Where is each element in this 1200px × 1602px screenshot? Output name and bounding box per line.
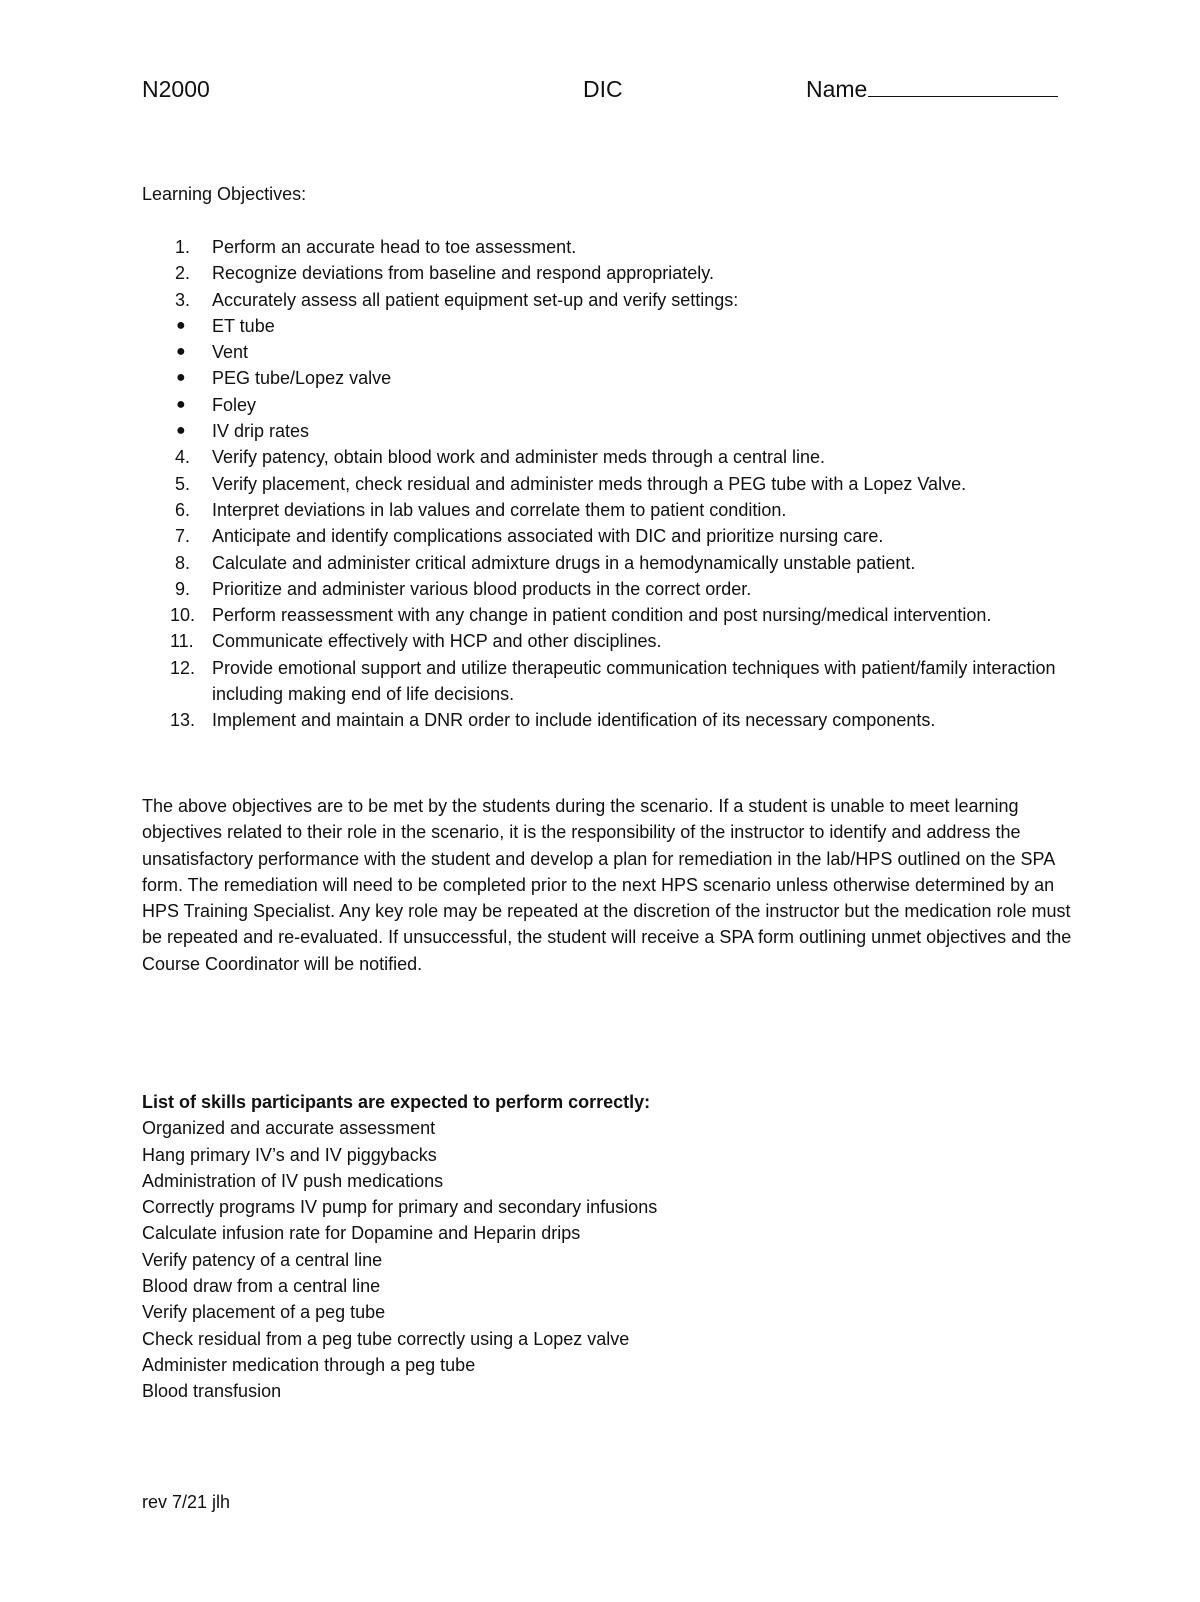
objective-number: 6. [175,499,191,520]
bullet-icon: ● [176,395,186,413]
equipment-text: PEG tube/Lopez valve [212,368,392,389]
skill-item: Calculate infusion rate for Dopamine and Heparin drips [142,1223,581,1244]
objective-item [142,497,1072,523]
objective-number: 2. [175,263,191,284]
objective-number: 7. [175,526,191,547]
bullet-icon: ● [176,422,186,440]
equipment-item [142,339,1072,365]
objective-item [142,707,1072,733]
bullet-icon: ● [176,343,186,361]
objective-item [142,260,1072,286]
objective-item [142,628,1072,654]
equipment-text: IV drip rates [212,421,310,442]
skill-item: Verify placement of a peg tube [142,1302,386,1323]
skill-item: Blood transfusion [142,1381,282,1402]
objective-item [142,287,1072,313]
objective-number: 5. [175,473,191,494]
bullet-icon: ● [176,369,186,387]
objective-text: Prioritize and administer various blood products in the correct order. [212,578,752,599]
objective-text: Implement and maintain a DNR order to include identification of its necessary components. [212,710,936,731]
objective-item [142,523,1072,549]
skills-section [142,1089,1072,1405]
objective-text: Provide emotional support and utilize therapeutic communication techniques with patient/family interaction including making end of life decisions. [212,657,1056,705]
skill-item: Hang primary IV’s and IV piggybacks [142,1144,437,1165]
skills-heading: List of skills participants are expected to perform correctly: [142,1092,651,1112]
objective-number: 8. [175,552,191,573]
skill-item: Administration of IV push medications [142,1170,444,1191]
name-field [806,74,1058,104]
equipment-text: ET tube [212,315,275,336]
objective-item [142,234,1072,260]
objective-item [142,471,1072,497]
objective-text: Perform an accurate head to toe assessment. [212,237,577,257]
objective-item [142,576,1072,602]
skill-item: Verify patency of a central line [142,1249,383,1270]
objective-item [142,444,1072,470]
objective-number: 1. [175,237,191,257]
objective-item [142,550,1072,576]
equipment-sublist-container [142,313,1072,444]
skill-item: Organized and accurate assessment [142,1118,436,1139]
equipment-item [142,392,1072,418]
objective-number: 3. [175,289,191,310]
equipment-item [142,418,1072,444]
skill-item: Administer medication through a peg tube [142,1354,476,1375]
learning-objectives-heading: Learning Objectives: [142,184,307,204]
objective-number: 4. [175,447,191,468]
objective-number: 11. [170,631,194,652]
objective-text: Verify patency, obtain blood work and administer meds through a central line. [212,447,826,468]
objective-number: 10. [170,605,196,626]
objective-number: 13. [170,710,196,731]
skill-item: Blood draw from a central line [142,1276,381,1297]
equipment-text: Vent [212,342,249,363]
objective-text: Calculate and administer critical admixture drugs in a hemodynamically unstable patient. [212,552,916,573]
name-label: Name [806,76,868,102]
equipment-text: Foley [212,394,257,415]
objective-text: Perform reassessment with any change in patient condition and post nursing/medical intervention. [212,605,992,626]
course-code: N2000 [142,76,210,102]
bullet-icon: ● [176,316,186,334]
objective-text: Accurately assess all patient equipment set-up and verify settings: [212,289,739,310]
objective-text: Verify placement, check residual and administer meds through a PEG tube with a Lopez Valve. [212,473,967,494]
objective-text: Interpret deviations in lab values and correlate them to patient condition. [212,499,787,520]
equipment-item [142,313,1072,339]
revision-footer: rev 7/21 jlh [142,1492,231,1512]
objective-text: Anticipate and identify complications associated with DIC and prioritize nursing care. [212,526,884,547]
objective-text: Communicate effectively with HCP and other disciplines. [212,631,662,652]
skill-item: Check residual from a peg tube correctly using a Lopez valve [142,1328,630,1349]
document-topic: DIC [583,76,623,102]
learning-objectives-list [142,234,1072,734]
objective-number: 9. [175,578,191,599]
equipment-item [142,365,1072,391]
objective-item [142,655,1072,708]
skill-item: Correctly programs IV pump for primary and secondary infusions [142,1197,658,1218]
objective-text: Recognize deviations from baseline and respond appropriately. [212,263,714,284]
objective-item [142,602,1072,628]
expectations-paragraph: The above objectives are to be met by the students during the scenario. If a student is unable to meet learning objectives related to their role in the scenario, it is the responsibility of the instructor to identify and address the unsatisfactory performance with the student and develop a plan for remediation in the lab/HPS outlined on the SPA form. The remediation will need to be completed prior to the next HPS scenario unless otherwise determined by an HPS Training Specialist. Any key role may be repeated at the discretion of the instructor but the medication role must be repeated and re-evaluated. If unsuccessful, the student will receive a SPA form outlining unmet objectives and the Course Coordinator will be notified. [142,796,1072,974]
name-blank-line [868,74,1058,97]
equipment-sublist [142,313,1072,444]
objective-number: 12. [170,657,196,678]
